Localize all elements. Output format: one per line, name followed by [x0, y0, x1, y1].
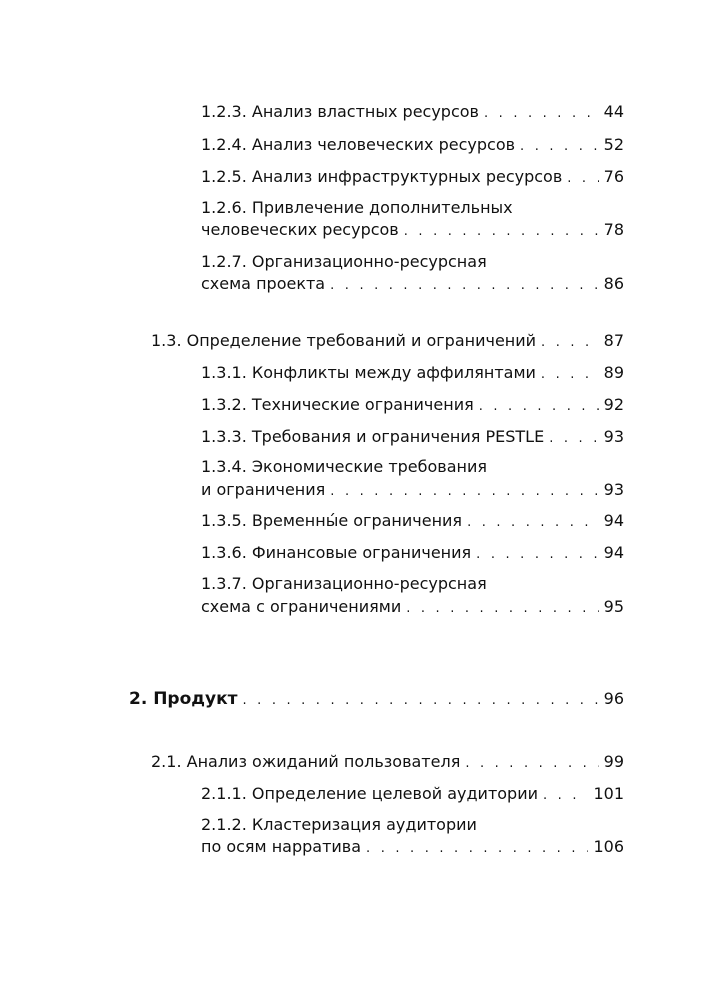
toc-entry-title: схема с ограничениями	[201, 597, 402, 616]
dot-leader	[366, 839, 588, 859]
toc-entry-1-2-7	[201, 274, 624, 296]
toc-entry-title: 1.3.1. Конфликты между аффилянтами	[201, 363, 536, 382]
dot-leader	[479, 397, 599, 417]
toc-page-number: 52	[603, 135, 624, 154]
toc-entry-title: человеческих ресурсов	[201, 220, 399, 239]
toc-entry-1-2-6-first-line: 1.2.6. Привлечение дополнительных	[201, 198, 513, 217]
toc-entry-1-3-7	[201, 597, 624, 619]
dot-leader	[467, 513, 599, 533]
toc-entry-1-2-3	[201, 102, 624, 124]
dot-leader	[484, 104, 599, 124]
toc-entry-1-3-4	[201, 480, 624, 502]
toc-page-number: 92	[603, 395, 624, 414]
toc-page-number: 94	[603, 511, 624, 530]
toc-entry-2-1	[151, 752, 624, 774]
dot-leader	[543, 786, 588, 806]
toc-entry-chapter-2	[129, 689, 624, 711]
dot-leader	[242, 691, 598, 711]
toc-page-number: 86	[603, 274, 624, 293]
toc-page-number: 89	[603, 363, 624, 382]
dot-leader	[541, 365, 599, 385]
toc-page-number: 93	[603, 480, 624, 499]
toc-page-number: 101	[593, 784, 624, 803]
toc-entry-1-2-5	[201, 167, 624, 189]
toc-entry-2-1-1	[201, 784, 624, 806]
toc-entry-2-1-2-first-line: 2.1.2. Кластеризация аудитории	[201, 815, 477, 834]
toc-entry-1-3-4-first-line: 1.3.4. Экономические требования	[201, 457, 488, 476]
dot-leader	[567, 169, 598, 189]
toc-entry-1-3-2	[201, 395, 624, 417]
toc-page-number: 78	[603, 220, 624, 239]
toc-entry-1-2-6	[201, 220, 624, 242]
dot-leader	[476, 545, 598, 565]
toc-page-number: 95	[603, 597, 624, 616]
toc-page-number: 96	[603, 689, 624, 708]
toc-entry-1-3-3	[201, 427, 624, 449]
toc-entry-title: 1.2.4. Анализ человеческих ресурсов	[201, 135, 516, 154]
toc-page-number: 94	[603, 543, 624, 562]
toc-entry-title: 1.3. Определение требований и ограничений	[151, 331, 537, 350]
toc-entry-2-1-2	[201, 837, 624, 859]
toc-entry-title: 1.2.5. Анализ инфраструктурных ресурсов	[201, 167, 563, 186]
toc-entry-title: и ограничения	[201, 480, 326, 499]
toc-entry-title: 1.2.3. Анализ властных ресурсов	[201, 102, 479, 121]
dot-leader	[330, 276, 599, 296]
dot-leader	[541, 333, 599, 353]
toc-entry-title: 1.3.2. Технические ограничения	[201, 395, 474, 414]
toc-entry-title: 1.3.5. Временны́е ограничения	[201, 511, 463, 530]
toc-entry-1-3	[151, 331, 624, 353]
toc-page-number: 87	[603, 331, 624, 350]
toc-entry-title: 2.1.1. Определение целевой аудитории	[201, 784, 539, 803]
dot-leader	[404, 222, 599, 242]
toc-entry-1-3-7-first-line: 1.3.7. Организационно-ресурсная	[201, 574, 487, 593]
toc-entry-1-3-6	[201, 543, 624, 565]
toc-page-number: 76	[603, 167, 624, 186]
toc-entry-title: 1.3.3. Требования и ограничения PESTLE	[201, 427, 545, 446]
toc-entry-1-3-1	[201, 363, 624, 385]
dot-leader	[465, 754, 598, 774]
toc-page-number: 99	[603, 752, 624, 771]
toc-entry-title: по осям нарратива	[201, 837, 362, 856]
toc-chapter-title: 2. Продукт	[129, 689, 238, 709]
toc-entry-title: 2.1. Анализ ожиданий пользователя	[151, 752, 461, 771]
dot-leader	[520, 137, 599, 157]
toc-entry-title: схема проекта	[201, 274, 326, 293]
toc-entry-1-3-5	[201, 511, 624, 533]
toc-page-number: 93	[603, 427, 624, 446]
toc-entry-1-2-4	[201, 135, 624, 157]
dot-leader	[330, 482, 598, 502]
dot-leader	[549, 429, 598, 449]
toc-page-number: 106	[593, 837, 624, 856]
toc-entry-title: 1.3.6. Финансовые ограничения	[201, 543, 472, 562]
dot-leader	[406, 599, 598, 619]
toc-page-number: 44	[603, 102, 624, 121]
toc-entry-1-2-7-first-line: 1.2.7. Организационно-ресурсная	[201, 252, 487, 271]
